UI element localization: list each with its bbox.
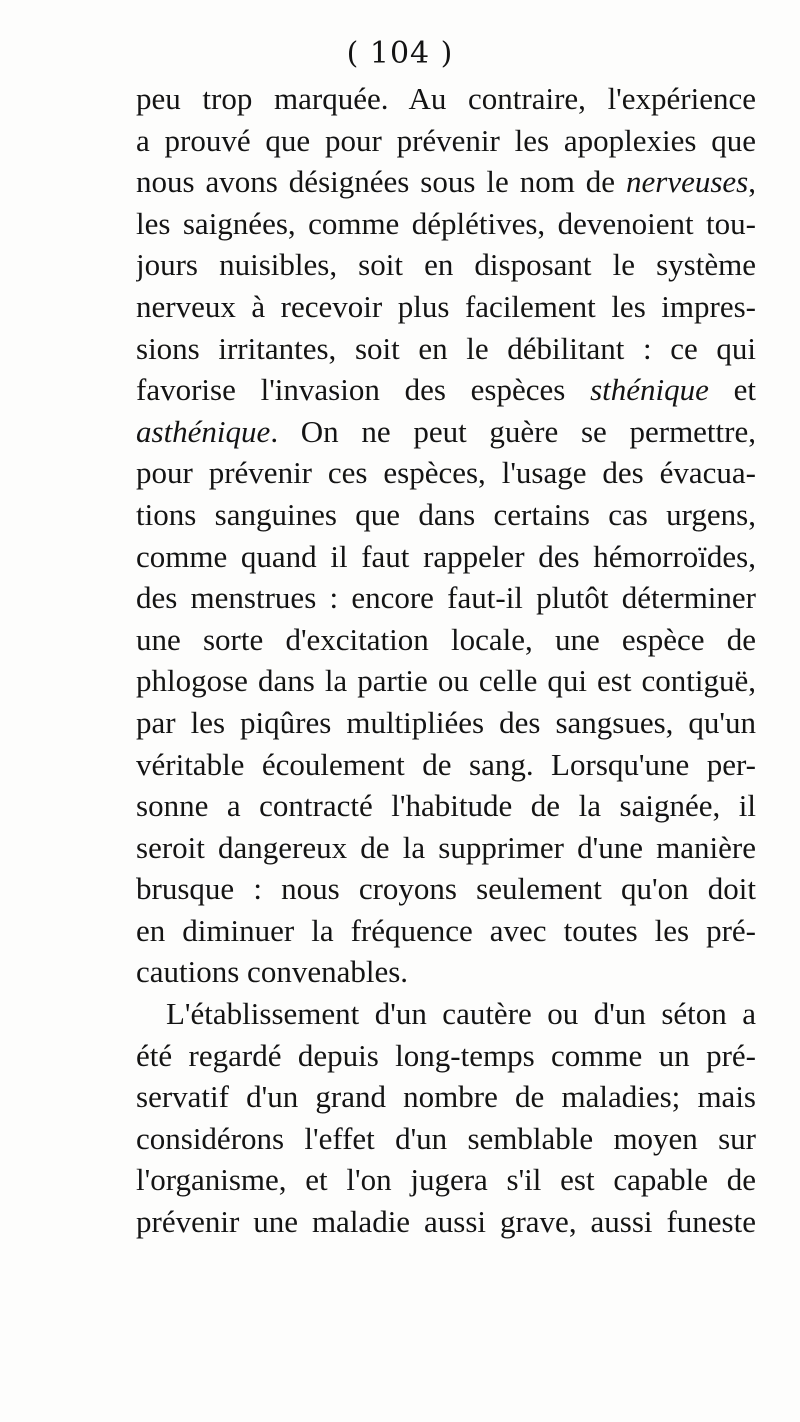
text-run: une sorte d'excitation locale, une espèce de [136, 621, 756, 657]
body-text [136, 78, 756, 1243]
text-run: jours nuisibles, soit en disposant le système [136, 247, 756, 283]
text-line [136, 702, 756, 744]
text-run: comme quand il faut rappeler des hémorroïdes, [136, 538, 756, 574]
text-line [136, 452, 756, 494]
italic-term: asthénique [136, 413, 271, 449]
text-run: tions sanguines que dans certains cas urgens, [136, 496, 756, 532]
text-run: brusque : nous croyons seulement qu'on doit [136, 871, 756, 907]
text-run: favorise l'invasion des espèces [136, 372, 591, 408]
text-line [136, 785, 756, 827]
text-run: véritable écoulement de sang. Lorsqu'une per- [136, 746, 756, 782]
text-line [136, 827, 756, 869]
text-run: prévenir une maladie aussi grave, aussi funeste [136, 1204, 756, 1240]
text-line [136, 328, 756, 370]
text-run: l'organisme, et l'on jugera s'il est capable de [136, 1162, 756, 1198]
text-line [136, 1035, 756, 1077]
text-line [136, 536, 756, 578]
text-line [136, 411, 756, 453]
text-line [136, 993, 756, 1035]
text-run: en diminuer la fréquence avec toutes les pré- [136, 912, 756, 948]
text-line [136, 951, 756, 993]
text-line [136, 369, 756, 411]
text-line [136, 619, 756, 661]
text-run: . On ne peut guère se permettre, [270, 413, 756, 449]
text-line [136, 286, 756, 328]
text-run: , [748, 164, 756, 200]
text-line [136, 161, 756, 203]
text-line [136, 1076, 756, 1118]
text-line [136, 494, 756, 536]
text-run: seroit dangereux de la supprimer d'une manière [136, 829, 756, 865]
text-line [136, 660, 756, 702]
text-run: par les piqûres multipliées des sangsues, qu'un [136, 704, 756, 740]
text-line [136, 78, 756, 120]
text-line [136, 1118, 756, 1160]
text-run: cautions convenables. [136, 954, 409, 990]
text-line [136, 244, 756, 286]
italic-term: sthénique [590, 372, 709, 408]
text-run: L'établissement d'un cautère ou d'un séton a [166, 996, 756, 1032]
text-line [136, 203, 756, 245]
text-run: nous avons désignées sous le nom de [136, 164, 627, 200]
text-line [136, 1159, 756, 1201]
text-line [136, 577, 756, 619]
text-run: et [708, 372, 756, 408]
text-run: a prouvé que pour prévenir les apoplexies que [136, 122, 756, 158]
text-run: servatif d'un grand nombre de maladies; mais [136, 1079, 756, 1115]
text-run: phlogose dans la partie ou celle qui est contiguë, [136, 663, 756, 699]
italic-term: nerveuses [626, 164, 749, 200]
text-run: nerveux à recevoir plus facilement les impres- [136, 288, 756, 324]
text-line [136, 910, 756, 952]
text-run: sions irritantes, soit en le débilitant : ce qui [136, 330, 756, 366]
text-line [136, 120, 756, 162]
page-number: ( 104 ) [346, 36, 454, 71]
text-line [136, 868, 756, 910]
text-line [136, 1201, 756, 1243]
text-run: sonne a contracté l'habitude de la saignée, il [136, 788, 756, 824]
text-line [136, 744, 756, 786]
text-run: été regardé depuis long-temps comme un pré- [136, 1037, 756, 1073]
text-run: considérons l'effet d'un semblable moyen sur [136, 1120, 756, 1156]
text-run: pour prévenir ces espèces, l'usage des évacua- [136, 455, 756, 491]
text-run: peu trop marquée. Au contraire, l'expérience [136, 81, 756, 116]
text-run: les saignées, comme déplétives, devenoient tou- [136, 205, 756, 241]
text-run: des menstrues : encore faut-il plutôt déterminer [136, 580, 756, 616]
